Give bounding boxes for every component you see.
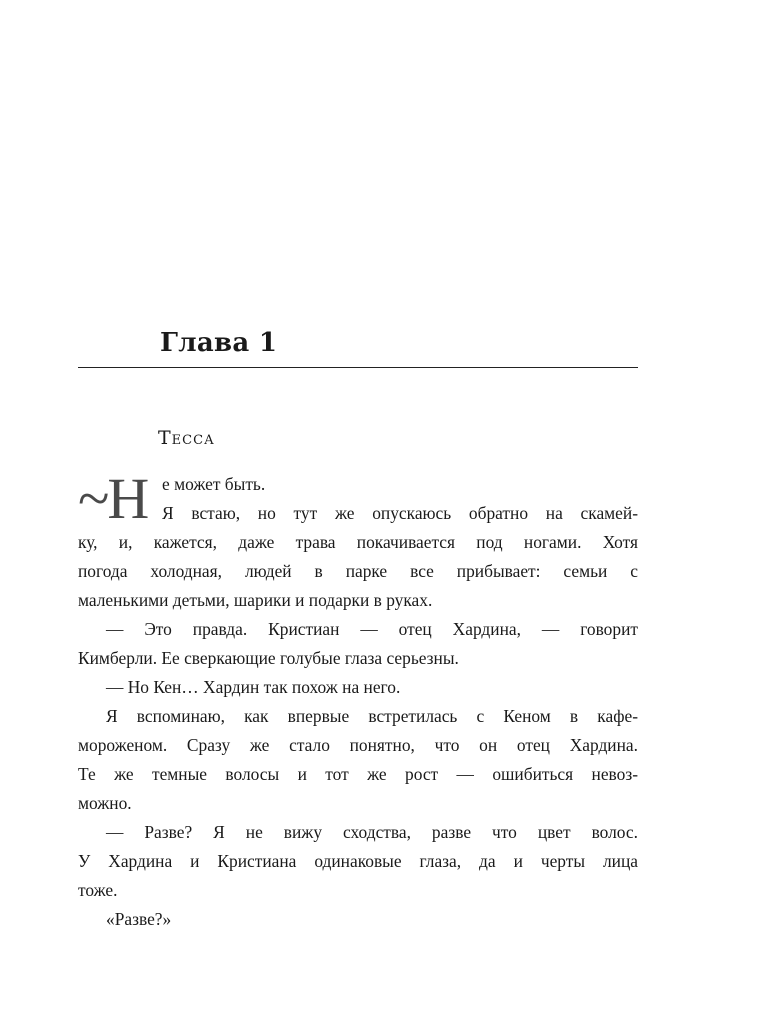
text-line: — Но Кен… Хардин так похож на него. [106,677,401,697]
text-line: Я встаю, но тут же опускаюсь обратно на скамей- [162,503,638,523]
text-line: У Хардина и Кристиана одинаковые глаза, да и черты лица [78,851,638,871]
chapter-title: Глава 1 [160,328,278,358]
text-line: маленькими детьми, шарики и подарки в руках. [78,590,433,610]
drop-cap: ~Н [78,466,148,531]
text-line: Я вспоминаю, как впервые встретилась с Кеном в кафе- [106,706,638,726]
text-line: можно. [78,793,132,813]
text-line: тоже. [78,880,118,900]
opening-paragraph [78,466,638,531]
text-line: «Разве?» [106,909,172,929]
text-line: мороженом. Сразу же стало понятно, что он отец Хардина. [78,735,638,755]
text-line: ку, и, кажется, даже трава покачивается под ногами. Хотя [78,532,638,552]
narrator-name: Тесса [158,427,215,449]
text-line: Те же темные волосы и тот же рост — ошибиться невоз- [78,764,638,784]
text-line: — Разве? Я не вижу сходства, разве что цвет волос. [106,822,638,842]
text-line: погода холодная, людей в парке все прибывает: семьи с [78,561,638,581]
chapter-divider [78,367,638,368]
text-line: е может быть. [162,474,266,494]
text-line: — Это правда. Кристиан — отец Хардина, — говорит [106,619,638,639]
text-line: Кимберли. Ее сверкающие голубые глаза серьезны. [78,648,459,668]
body-text [78,466,638,934]
